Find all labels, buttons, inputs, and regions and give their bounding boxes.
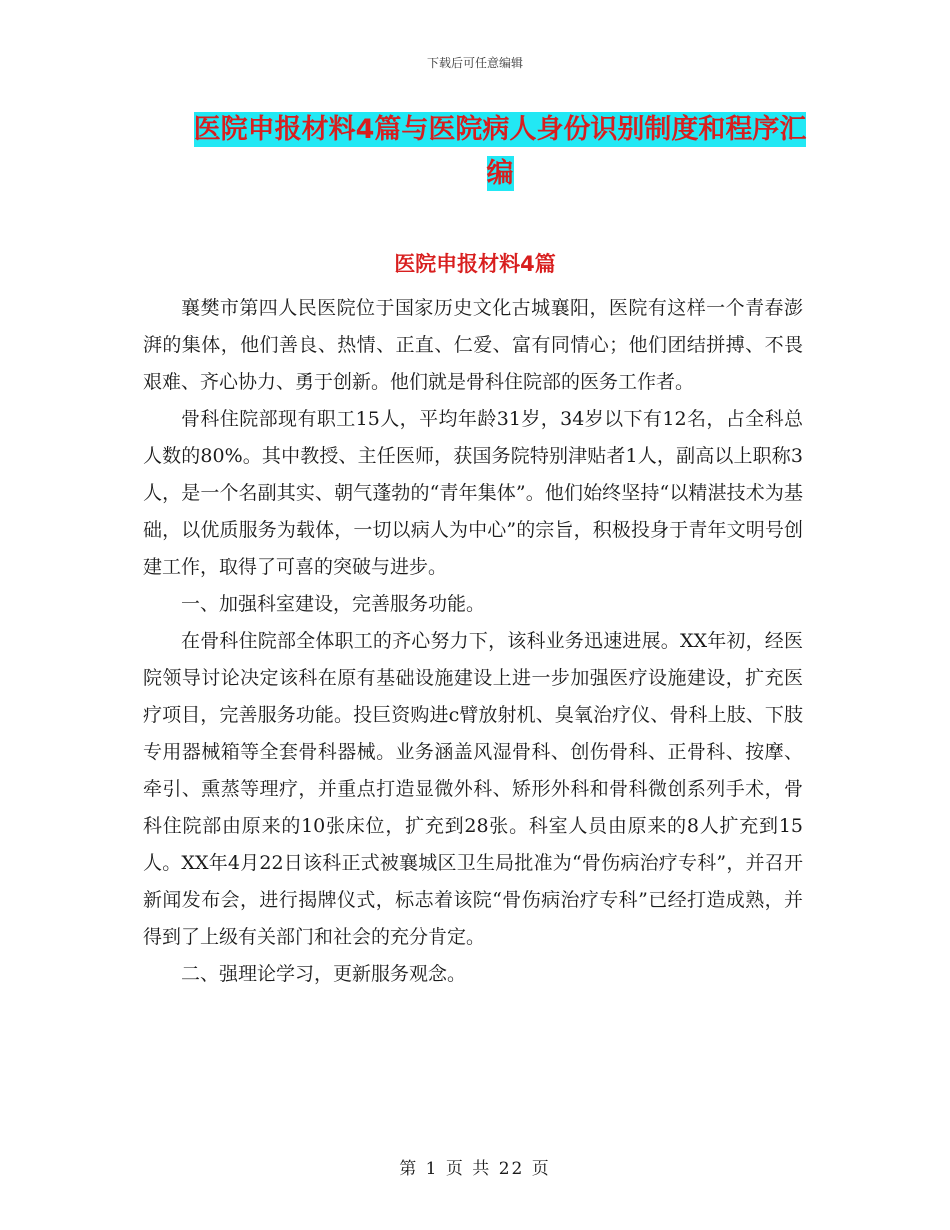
page-footer: 第 1 页 共 22 页 bbox=[399, 1159, 551, 1179]
paragraph: 在骨科住院部全体职工的齐心努力下，该科业务迅速进展。XX年初，经医院领导讨论决定该科在原有基础设施建设上进一步加强医疗设施建设，扩充医疗项目，完善服务功能。投巨资购进c臂放射机、臭氧治疗仪、骨科上肢、下肢专用器械箱等全套骨科器械。业务涵盖风湿骨科、创伤骨科、正骨科、按摩、牵引、熏蒸等理疗，并重点打造显微外科、矫形外科和骨科微创系列手术，骨科住院部由原来的10张床位，扩充到28张。科室人员由原来的8人扩充到15人。XX年4月22日该科正式被襄城区卫生局批准为“骨伤病治疗专科”，并召开新闻发布会，进行揭牌仪式，标志着该院“骨伤病治疗专科”已经打造成熟，并得到了上级有关部门和社会的充分肯定。 bbox=[143, 630, 803, 948]
paragraph: 襄樊市第四人民医院位于国家历史文化古城襄阳，医院有这样一个青春澎湃的集体，他们善良、热情、正直、仁爱、富有同情心；他们团结拼搏、不畏艰难、齐心协力、勇于创新。他们就是骨科住院部的医务工作者。 bbox=[143, 297, 803, 393]
section-title: 医院申报材料4篇 bbox=[394, 252, 556, 276]
document-title bbox=[190, 108, 810, 196]
paragraph: 一、加强科室建设，完善服务功能。 bbox=[181, 593, 486, 615]
header-note: 下载后可任意编辑 bbox=[426, 56, 523, 70]
paragraph: 骨科住院部现有职工15人，平均年龄31岁，34岁以下有12名，占全科总人数的80%。其中教授、主任医师，获国务院特别津贴者1人，副高以上职称3人，是一个名副其实、朝气蓬勃的“青年集体”。他们始终坚持“以精湛技术为基础，以优质服务为载体，一切以病人为中心”的宗旨，积极投身于青年文明号创建工作，取得了可喜的突破与进步。 bbox=[143, 408, 803, 578]
body-text bbox=[143, 290, 803, 993]
document-title-text: 医院申报材料4篇与医院病人身份识别制度和程序汇编 bbox=[193, 114, 807, 189]
paragraph: 二、强理论学习，更新服务观念。 bbox=[181, 963, 467, 985]
